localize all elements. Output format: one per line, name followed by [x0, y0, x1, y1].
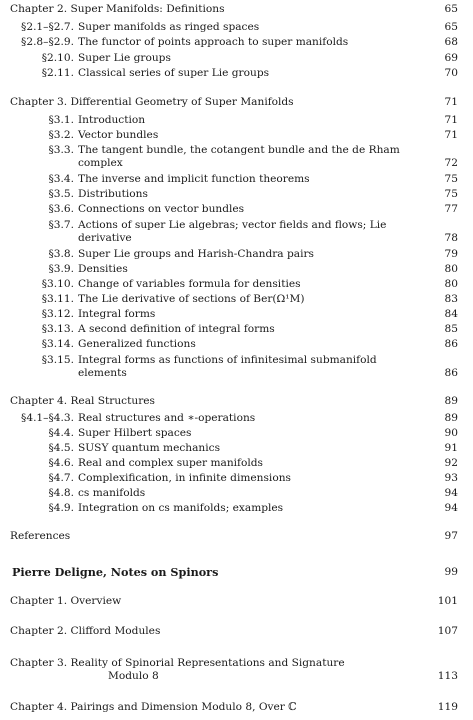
- section-title: The functor of points approach to super manifolds: [78, 36, 349, 48]
- page-number: 107: [437, 625, 458, 637]
- section-title: Vector bundles: [78, 129, 159, 141]
- section-number: §2.8–§2.9.: [21, 36, 74, 48]
- section-title: The inverse and implicit function theorems: [78, 173, 310, 185]
- page-number: 65: [444, 3, 458, 15]
- section-title: The Lie derivative of sections of Ber(Ω¹M): [78, 293, 305, 305]
- section-number: §4.5.: [48, 442, 74, 454]
- references-title: References: [10, 530, 71, 542]
- page-number: 68: [444, 36, 458, 48]
- section-title-continued: complex: [78, 157, 123, 169]
- section-number: §3.2.: [48, 129, 74, 141]
- section-title: Actions of super Lie algebras; vector fields and flows; Lie: [78, 219, 387, 231]
- page-number: 80: [444, 263, 458, 275]
- section-number: §3.14.: [41, 338, 74, 350]
- page-number: 86: [444, 367, 458, 379]
- page-number: 71: [444, 96, 458, 108]
- chapter-title: Chapter 2. Clifford Modules: [10, 625, 161, 637]
- part-title: Pierre Deligne, Notes on Spinors: [12, 565, 219, 579]
- section-number: §3.15.: [41, 354, 74, 366]
- page-number: 69: [444, 52, 458, 64]
- section-title: Super Lie groups and Harish-Chandra pairs: [78, 248, 314, 260]
- chapter-title: Chapter 1. Overview: [10, 595, 122, 607]
- page-number: 71: [444, 129, 458, 141]
- section-number: §3.13.: [41, 323, 74, 335]
- section-title-continued: derivative: [78, 232, 132, 244]
- page-number: 65: [444, 21, 458, 33]
- page-number: 75: [444, 188, 458, 200]
- section-title: Distributions: [78, 188, 148, 200]
- page-number: 99: [444, 566, 458, 578]
- page-number: 85: [444, 323, 458, 335]
- chapter-title: Chapter 4. Real Structures: [10, 395, 155, 407]
- section-title: Integration on cs manifolds; examples: [78, 502, 284, 514]
- section-number: §2.11.: [41, 67, 74, 79]
- section-title: Change of variables formula for densities: [78, 278, 301, 290]
- page-number: 71: [444, 114, 458, 126]
- section-title: Real and complex super manifolds: [78, 457, 263, 469]
- section-number: §2.10.: [41, 52, 74, 64]
- section-number: §4.4.: [48, 427, 74, 439]
- section-title: A second definition of integral forms: [78, 323, 275, 335]
- section-title: Connections on vector bundles: [78, 203, 245, 215]
- section-title: Generalized functions: [78, 338, 196, 350]
- page-number: 70: [444, 67, 458, 79]
- page-number: 79: [444, 248, 458, 260]
- section-number: §3.6.: [48, 203, 74, 215]
- chapter-title: Chapter 3. Differential Geometry of Super Manifolds: [10, 96, 294, 108]
- section-number: §3.3.: [48, 144, 74, 156]
- section-title: SUSY quantum mechanics: [78, 442, 221, 454]
- page-number: 80: [444, 278, 458, 290]
- page-number: 93: [444, 472, 458, 484]
- section-number: §3.10.: [41, 278, 74, 290]
- section-number: §3.1.: [48, 114, 74, 126]
- section-title: Complexification, in infinite dimensions: [78, 472, 291, 484]
- page-number: 94: [444, 487, 458, 499]
- page-number: 101: [437, 595, 458, 607]
- chapter-title: Chapter 2. Super Manifolds: Definitions: [10, 3, 225, 15]
- section-number: §2.1–§2.7.: [21, 21, 74, 33]
- page-number: 113: [437, 670, 458, 682]
- section-title: Integral forms: [78, 308, 156, 320]
- page-number: 84: [444, 308, 458, 320]
- section-title: Real structures and ∗-operations: [78, 412, 256, 424]
- section-title: Integral forms as functions of infinitesimal submanifold: [78, 354, 377, 366]
- section-number: §4.6.: [48, 457, 74, 469]
- page-number: 119: [437, 701, 458, 713]
- section-number: §3.11.: [41, 293, 74, 305]
- page-number: 89: [444, 395, 458, 407]
- section-title: Super Lie groups: [78, 52, 171, 64]
- section-number: §4.8.: [48, 487, 74, 499]
- section-title: Classical series of super Lie groups: [78, 67, 270, 79]
- page-number: 72: [444, 157, 458, 169]
- section-number: §3.5.: [48, 188, 74, 200]
- section-title: Introduction: [78, 114, 146, 126]
- section-number: §3.9.: [48, 263, 74, 275]
- section-title: The tangent bundle, the cotangent bundle and the de Rham: [78, 144, 400, 156]
- section-number: §4.7.: [48, 472, 74, 484]
- section-title: Densities: [78, 263, 128, 275]
- page-number: 94: [444, 502, 458, 514]
- section-title-continued: elements: [78, 367, 127, 379]
- section-number: §4.1–§4.3.: [21, 412, 74, 424]
- section-number: §4.9.: [48, 502, 74, 514]
- page-number: 83: [444, 293, 458, 305]
- page-number: 86: [444, 338, 458, 350]
- page-number: 90: [444, 427, 458, 439]
- page-number: 91: [444, 442, 458, 454]
- page-number: 89: [444, 412, 458, 424]
- section-title: Super Hilbert spaces: [78, 427, 192, 439]
- section-number: §3.7.: [48, 219, 74, 231]
- section-title: Super manifolds as ringed spaces: [78, 21, 260, 33]
- page-number: 77: [444, 203, 458, 215]
- section-number: §3.4.: [48, 173, 74, 185]
- chapter-title-continued: Modulo 8: [108, 670, 159, 682]
- section-title: cs manifolds: [78, 487, 146, 499]
- page-number: 97: [444, 530, 458, 542]
- page-number: 75: [444, 173, 458, 185]
- chapter-title: Chapter 3. Reality of Spinorial Representations and Signature: [10, 657, 345, 669]
- section-number: §3.8.: [48, 248, 74, 260]
- section-number: §3.12.: [41, 308, 74, 320]
- page-number: 92: [444, 457, 458, 469]
- chapter-title: Chapter 4. Pairings and Dimension Modulo 8, Over ℂ: [10, 701, 297, 713]
- page-number: 78: [444, 232, 458, 244]
